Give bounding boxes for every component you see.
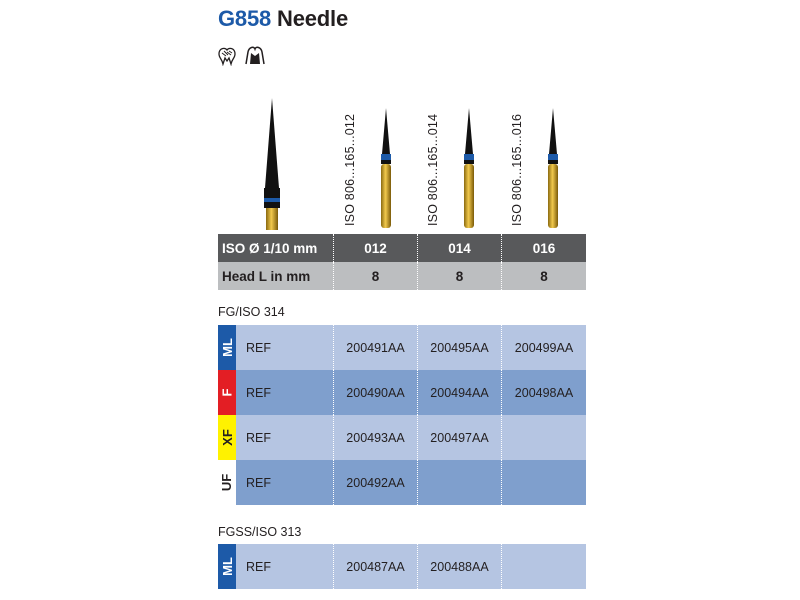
head-length-value: 8 — [418, 262, 502, 290]
head-length-value: 8 — [334, 262, 418, 290]
section-label-fg: FG/ISO 314 — [218, 305, 285, 319]
table-row — [236, 415, 586, 460]
table-row — [236, 544, 586, 589]
large-needle-bur-illustration — [252, 98, 292, 230]
head-length-label: Head L in mm — [218, 262, 334, 290]
diameter-value: 014 — [418, 234, 502, 262]
table-row — [236, 460, 586, 505]
ref-code: 200492AA — [334, 460, 418, 505]
ref-code — [502, 460, 586, 505]
table-row — [236, 325, 586, 370]
needle-bur-016 — [543, 108, 563, 230]
product-code: G858 — [218, 6, 272, 31]
ref-code — [502, 544, 586, 589]
ref-label: REF — [236, 460, 334, 505]
grade-badge-xf — [218, 415, 236, 460]
ref-code: 200490AA — [334, 370, 418, 415]
ref-code: 200497AA — [418, 415, 502, 460]
ref-code: 200494AA — [418, 370, 502, 415]
grade-label: UF — [219, 473, 235, 492]
tooth-fan-icon — [216, 44, 238, 66]
ref-code: 200488AA — [418, 544, 502, 589]
grade-badge-ml — [218, 544, 236, 589]
head-length-value: 8 — [502, 262, 586, 290]
head-length-row — [218, 262, 586, 290]
grade-badge-ml — [218, 325, 236, 370]
grade-badge-f — [218, 370, 236, 415]
ref-label: REF — [236, 370, 334, 415]
diameter-value: 012 — [334, 234, 418, 262]
ref-code: 200498AA — [502, 370, 586, 415]
table-row — [236, 370, 586, 415]
ref-code: 200487AA — [334, 544, 418, 589]
ref-code: 200491AA — [334, 325, 418, 370]
grade-badge-uf — [218, 460, 236, 505]
usage-icons — [216, 44, 266, 66]
diameter-label: ISO Ø 1/10 mm — [218, 234, 334, 262]
ref-code — [418, 460, 502, 505]
grade-label: XF — [219, 429, 235, 446]
iso-label-014: ISO 806...165...014 — [426, 113, 440, 226]
ref-label: REF — [236, 544, 334, 589]
ref-code: 200499AA — [502, 325, 586, 370]
grade-label: ML — [219, 557, 235, 576]
diameter-row — [218, 234, 586, 262]
ref-code — [502, 415, 586, 460]
crown-preparation-icon — [244, 44, 266, 66]
page-title — [218, 6, 348, 32]
iso-label-016: ISO 806...165...016 — [510, 113, 524, 226]
ref-label: REF — [236, 325, 334, 370]
product-name: Needle — [277, 6, 348, 31]
needle-bur-012 — [376, 108, 396, 230]
iso-label-012: ISO 806...165...012 — [343, 113, 357, 226]
needle-bur-014 — [459, 108, 479, 230]
diameter-value: 016 — [502, 234, 586, 262]
grade-label: ML — [219, 338, 235, 357]
grade-label: F — [219, 388, 235, 397]
ref-code: 200495AA — [418, 325, 502, 370]
section-label-fgss: FGSS/ISO 313 — [218, 525, 302, 539]
ref-label: REF — [236, 415, 334, 460]
ref-code: 200493AA — [334, 415, 418, 460]
